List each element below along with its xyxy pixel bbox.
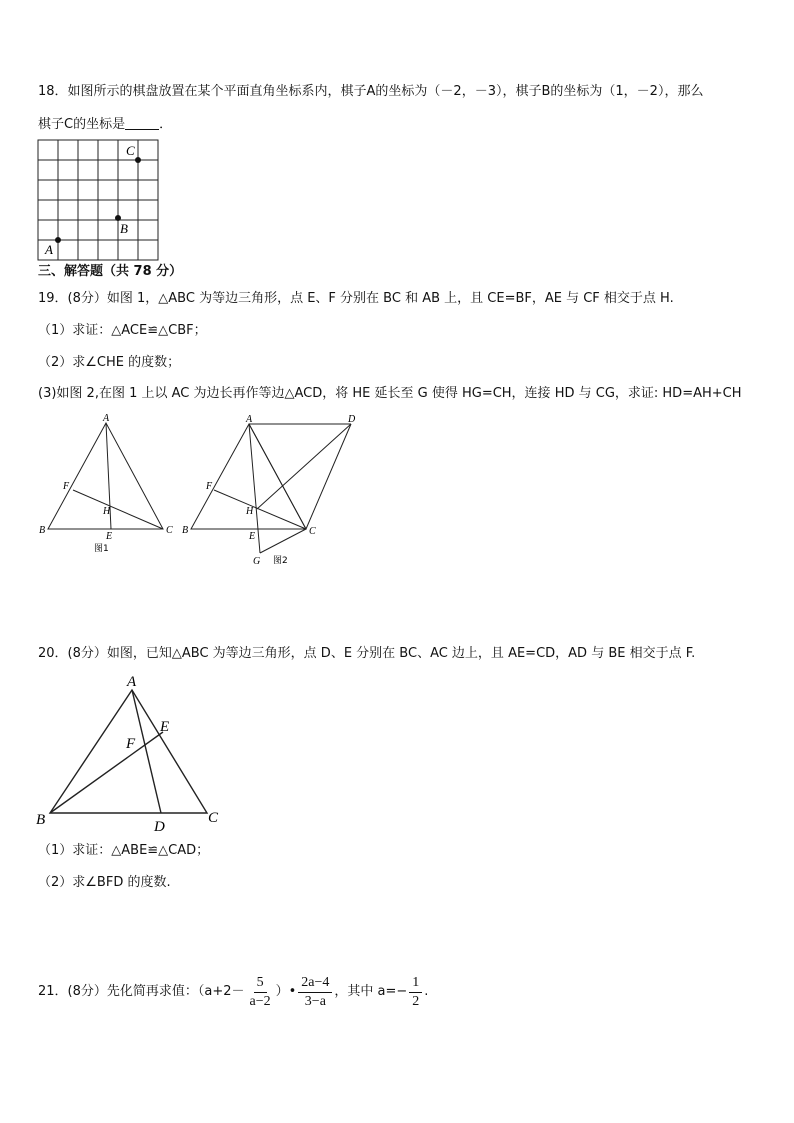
fraction-numerator: 5 <box>254 975 267 993</box>
segment-cf <box>73 490 163 529</box>
q19-figure-2 <box>180 412 366 572</box>
q19-stem: 19．(8分）如图 1，△ABC 为等边三角形，点 E、F 分别在 BC 和 AB 上，且 CE=BF，AE 与 CF 相交于点 H. <box>38 291 674 306</box>
fig2-label-f: F <box>206 481 213 492</box>
fraction-numerator: 1 <box>409 975 422 993</box>
answer-blank <box>125 117 159 130</box>
segment-be <box>50 732 163 813</box>
fig2-label-c: C <box>309 526 316 537</box>
fig-label-f: F <box>126 736 136 752</box>
fig2-label-a: A <box>246 414 253 425</box>
fig1-label-e: E <box>106 531 113 542</box>
q18-line1: 18．如图所示的棋盘放置在某个平面直角坐标系内，棋子A的坐标为（－2，－3），棋子B的坐标为（1，－2），那么 <box>38 84 704 99</box>
q18-chessboard-figure <box>36 138 160 262</box>
segment-cg <box>260 529 306 553</box>
q20-stem: 20．(8分）如图，已知△ABC 为等边三角形，点 D、E 分别在 BC、AC 边上，且 AE=CD，AD 与 BE 相交于点 F. <box>38 646 696 661</box>
q21-end: . <box>424 984 429 999</box>
fig2-label-b: B <box>182 525 189 536</box>
fraction-2a-minus-4-over-3-minus-a <box>298 975 332 1010</box>
q21-prefix: 21．(8分）先化简再求值：（a+2－ <box>38 984 245 999</box>
fig1-label-f: F <box>63 481 70 492</box>
q18-line2-suffix: ． <box>159 117 173 132</box>
fraction-denominator: a−2 <box>249 993 271 1009</box>
label-b: B <box>120 221 128 236</box>
fig2-label-g: G <box>253 556 261 567</box>
q20-part2: （2）求∠BFD 的度数. <box>38 875 171 890</box>
fig1-caption: 图1 <box>94 544 109 554</box>
segment-hd <box>257 424 351 509</box>
section-heading: 三、解答题（共 78 分） <box>38 264 183 279</box>
segment-cd <box>306 424 351 529</box>
q20-figure <box>34 670 226 836</box>
q18-line2-prefix: 棋子C的坐标是 <box>38 117 126 132</box>
fig-label-b: B <box>36 812 46 828</box>
q21-condition: ，其中 a=− <box>334 984 408 999</box>
segment-ac <box>249 424 306 529</box>
q19-part1: （1）求证：△ACE≌△CBF； <box>38 323 207 338</box>
fig-label-a: A <box>127 674 137 690</box>
fig-label-e: E <box>160 719 170 735</box>
q20-part1: （1）求证：△ABE≌△CAD； <box>38 843 210 858</box>
fraction-denominator: 3−a <box>304 993 326 1009</box>
label-c: C <box>126 143 135 158</box>
fig-label-c: C <box>208 810 219 826</box>
fig2-label-d: D <box>348 414 356 425</box>
fig1-label-c: C <box>166 525 173 536</box>
fig-label-d: D <box>154 819 165 835</box>
fig1-label-a: A <box>103 413 110 424</box>
fig1-label-b: B <box>39 525 46 536</box>
piece-c <box>135 157 141 163</box>
q18-line2 <box>38 116 172 134</box>
fig2-caption: 图2 <box>273 556 288 566</box>
fig1-label-h: H <box>103 506 111 517</box>
fraction-one-half <box>409 975 422 1010</box>
q21-line <box>38 972 428 1012</box>
fraction-5-over-a-minus-2 <box>247 975 274 1010</box>
fig2-label-e: E <box>249 531 256 542</box>
q19-part3: (3)如图 2,在图 1 上以 AC 为边长再作等边△ACD，将 HE 延长至 G 使得 HG=CH，连接 HD 与 CG，求证: HD=AH+CH <box>38 386 742 401</box>
label-a: A <box>45 242 53 257</box>
piece-a <box>55 237 61 243</box>
fraction-denominator: 2 <box>412 993 420 1009</box>
q19-figure-1 <box>36 412 182 560</box>
fig2-label-h: H <box>246 506 254 517</box>
q21-mid: ）• <box>275 984 297 999</box>
fraction-numerator: 2a−4 <box>298 975 332 993</box>
q19-part2: （2）求∠CHE 的度数； <box>38 355 181 370</box>
segment-cf <box>214 490 306 529</box>
